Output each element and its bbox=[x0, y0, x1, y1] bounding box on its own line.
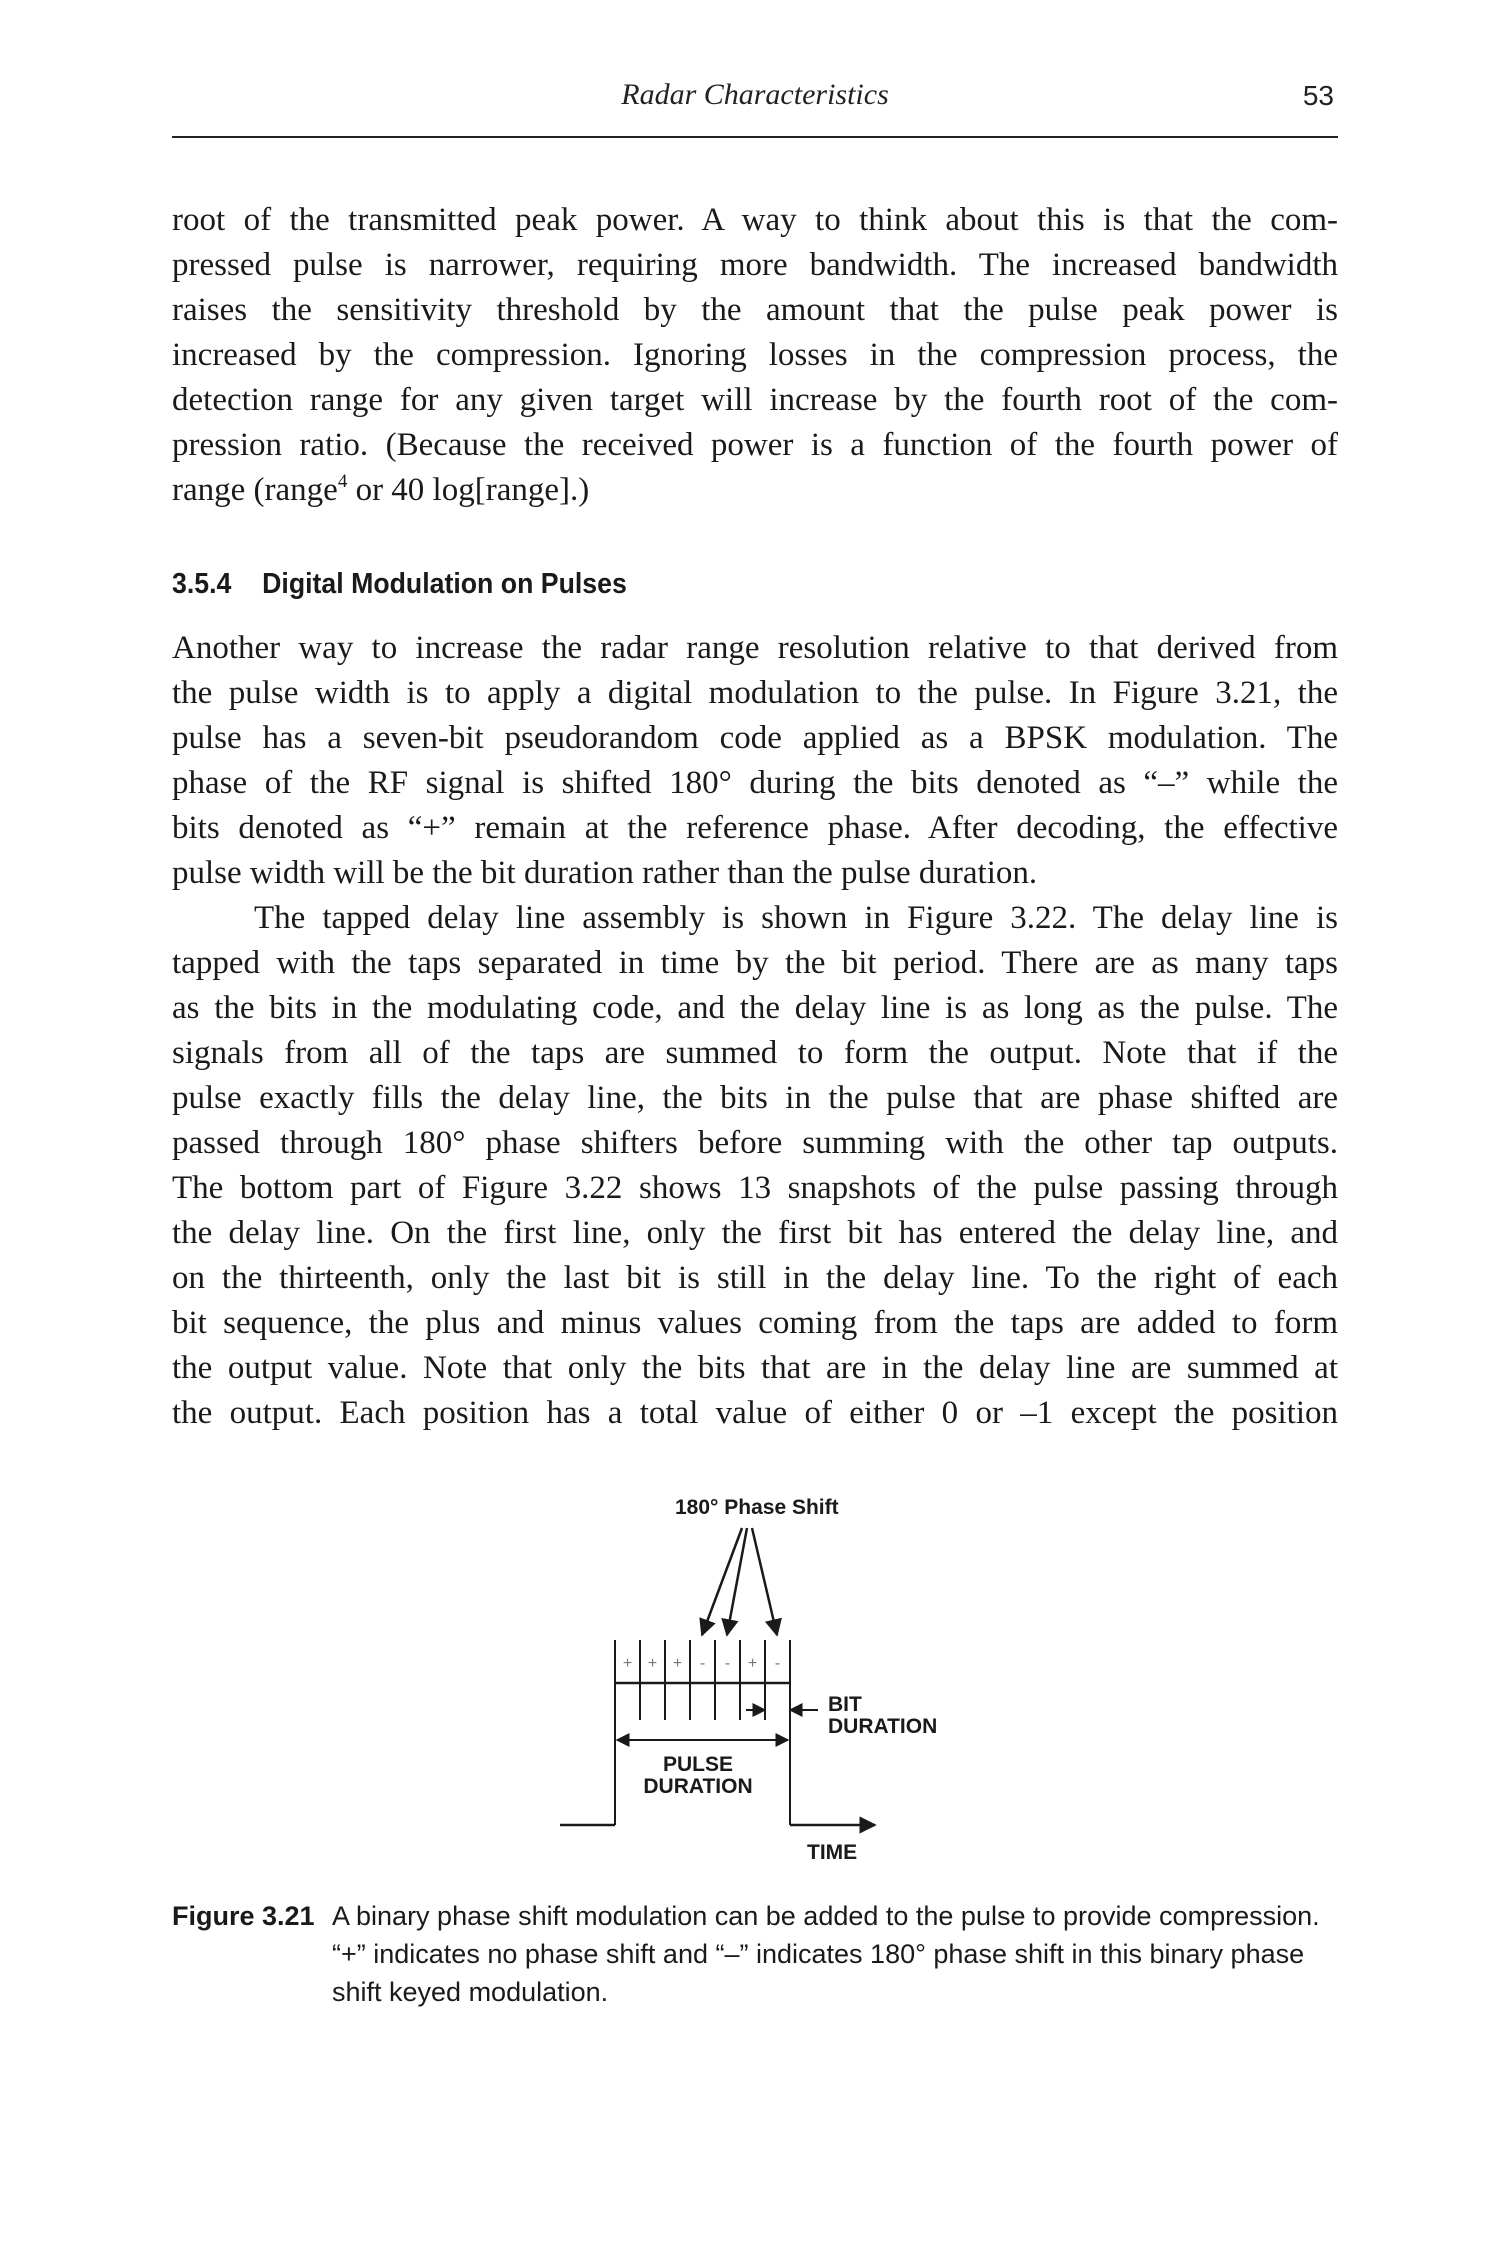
text-line bbox=[172, 468, 1338, 513]
text-line: increased by the compression. Ignoring losses in the compression process, the bbox=[172, 337, 1338, 373]
text-line: pressed pulse is narrower, requiring more bandwidth. The increased bandwidth bbox=[172, 247, 1338, 283]
bit-sign: - bbox=[699, 1655, 706, 1672]
caption-label: Figure 3.21 bbox=[172, 1901, 315, 1931]
text-line: Another way to increase the radar range resolution relative to that derived from bbox=[172, 630, 1338, 666]
pulse-duration-label-1: PULSE bbox=[662, 1753, 734, 1776]
text-line: pulse width will be the bit duration rather than the pulse duration. bbox=[172, 855, 1038, 891]
bit-duration-label-2: DURATION bbox=[828, 1715, 938, 1738]
figure-3-21 bbox=[550, 1490, 970, 1870]
paragraph-3 bbox=[172, 896, 1338, 1436]
running-head: Radar Characteristics bbox=[621, 78, 889, 111]
text-line: pression ratio. (Because the received power is a function of the fourth power of bbox=[172, 427, 1338, 463]
section-title: Digital Modulation on Pulses bbox=[262, 568, 627, 600]
section-heading bbox=[172, 568, 627, 601]
text-line: detection range for any given target will increase by the fourth root of the com- bbox=[172, 382, 1338, 418]
figure-caption bbox=[172, 1897, 1338, 2011]
text-line: tapped with the taps separated in time by the bit period. There are as many taps bbox=[172, 945, 1338, 981]
text-line: raises the sensitivity threshold by the amount that the pulse peak power is bbox=[172, 292, 1338, 328]
time-label: TIME bbox=[807, 1841, 858, 1864]
page-number: 53 bbox=[1302, 80, 1334, 111]
bit-sign: + bbox=[622, 1655, 633, 1672]
text-line: signals from all of the taps are summed to form the output. Note that if the bbox=[172, 1035, 1338, 1071]
paragraph-1 bbox=[172, 198, 1338, 513]
bit-sign: - bbox=[774, 1655, 781, 1672]
text-fragment: or 40 log[range].) bbox=[347, 472, 590, 508]
text-line: root of the transmitted peak power. A way to think about this is that the com- bbox=[172, 202, 1338, 238]
text-line: phase of the RF signal is shifted 180° during the bits denoted as “–” while the bbox=[172, 765, 1338, 801]
pulse-duration-label-2: DURATION bbox=[643, 1775, 753, 1798]
bit-sign: + bbox=[647, 1655, 658, 1672]
text-line: The bottom part of Figure 3.22 shows 13 snapshots of the pulse passing through bbox=[172, 1170, 1338, 1206]
bit-sign: + bbox=[747, 1655, 758, 1672]
phase-shift-label: 180° Phase Shift bbox=[675, 1496, 839, 1519]
section-number: 3.5.4 bbox=[172, 568, 232, 600]
text-line: the delay line. On the first line, only the first bit has entered the delay line, and bbox=[172, 1215, 1338, 1251]
text-line: the pulse width is to apply a digital modulation to the pulse. In Figure 3.21, the bbox=[172, 675, 1338, 711]
phase-shift-arrow bbox=[752, 1528, 777, 1635]
bit-sign: - bbox=[724, 1655, 731, 1672]
bit-sign: + bbox=[672, 1655, 683, 1672]
text-line: the output value. Note that only the bits that are in the delay line are summed at bbox=[172, 1350, 1338, 1386]
text-line: the output. Each position has a total value of either 0 or –1 except the position bbox=[172, 1395, 1338, 1431]
text-line: pulse exactly fills the delay line, the bits in the pulse that are phase shifted are bbox=[172, 1080, 1338, 1116]
text-line: bits denoted as “+” remain at the reference phase. After decoding, the effective bbox=[172, 810, 1338, 846]
paragraph-2 bbox=[172, 626, 1338, 896]
page-header bbox=[172, 78, 1338, 138]
text-fragment: range (range bbox=[172, 472, 338, 508]
text-line: on the thirteenth, only the last bit is still in the delay line. To the right of each bbox=[172, 1260, 1338, 1296]
text-line: bit sequence, the plus and minus values coming from the taps are added to form bbox=[172, 1305, 1338, 1341]
text-line: passed through 180° phase shifters before summing with the other tap outputs. bbox=[172, 1125, 1338, 1161]
bpsk-pulse-diagram bbox=[550, 1490, 970, 1870]
text-line: pulse has a seven-bit pseudorandom code applied as a BPSK modulation. The bbox=[172, 720, 1338, 756]
caption-text: A binary phase shift modulation can be added to the pulse to provide compression. “+” indicates no phase shift and “–” indicates 180° phase shift in this binary phase shift keyed modulation. bbox=[332, 1901, 1320, 2007]
text-line: as the bits in the modulating code, and the delay line is as long as the pulse. The bbox=[172, 990, 1338, 1026]
text-line: The tapped delay line assembly is shown in Figure 3.22. The delay line is bbox=[254, 900, 1338, 936]
bit-duration-label-1: BIT bbox=[828, 1693, 862, 1716]
superscript: 4 bbox=[337, 471, 348, 492]
